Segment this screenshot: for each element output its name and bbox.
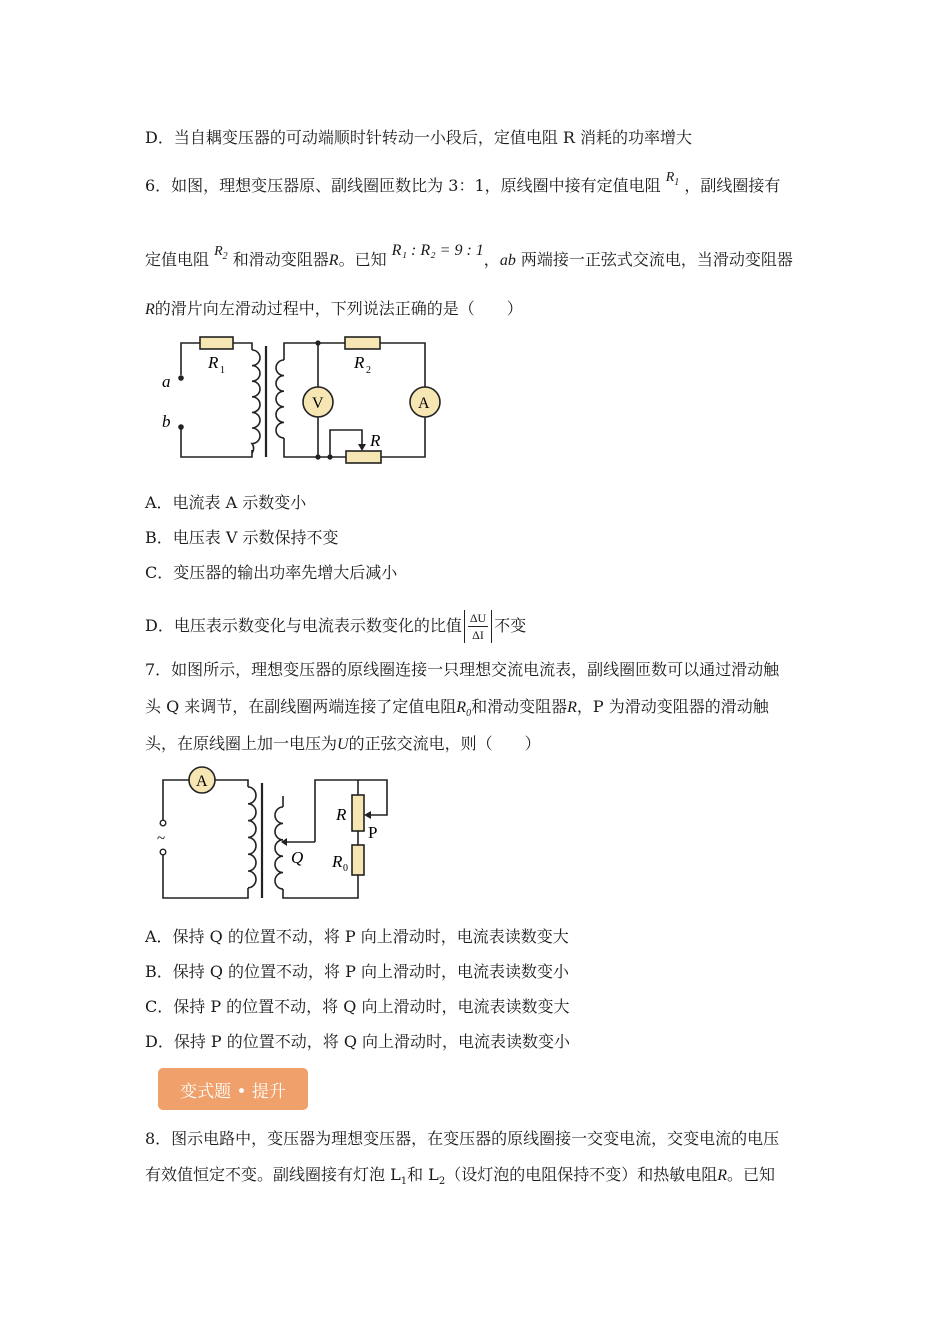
section-badge: 变式题 • 提升 — [158, 1068, 308, 1110]
fig-label-r2-sub: 2 — [366, 365, 371, 376]
q7-stem-line2: 头 Q 来调节，在副线圈两端连接了定值电阻$R_0$和滑动变阻器R，P 为滑动变阻器的滑动触 — [145, 697, 769, 719]
q6-stem-line2: 定值电阻 $R_2$ 和滑动变阻器R。已知 R₁ : R₂ = 9 : 1，ab 两端接一正弦式交流电，当滑动变阻器 — [145, 242, 793, 269]
q7-stem-line1: 7．如图所示，理想变压器的原线圈连接一只理想交流电流表，副线圈匝数可以通过滑动触 — [145, 660, 780, 679]
voltmeter-label: V — [312, 395, 324, 412]
q8-stem-line1: 8．图示电路中，变压器为理想变压器，在变压器的原线圈接一交变电流，交变电流的电压 — [145, 1129, 780, 1148]
q7-option-c: C．保持 P 的位置不动，将 Q 向上滑动时，电流表读数变大 — [145, 997, 570, 1016]
q6-option-b: B．电压表 V 示数保持不变 — [145, 528, 339, 547]
fig-label-b: b — [162, 412, 171, 431]
q6-option-a: A．电流表 A 示数变小 — [145, 493, 307, 512]
q7-option-a: A．保持 Q 的位置不动，将 P 向上滑动时，电流表读数变大 — [145, 927, 569, 946]
q6-resistance-ratio: R₁ : R₂ = 9 : 1 — [391, 242, 484, 259]
q6-option-c: C．变压器的输出功率先增大后减小 — [145, 563, 398, 582]
ammeter-label: A — [196, 773, 208, 790]
delta-ratio-fraction: $\frac{\Delta U}{\Delta I}$ — [464, 610, 492, 643]
fig-label-a: a — [162, 372, 171, 391]
q8-stem-line2: 有效值恒定不变。副线圈接有灯泡 $L_1$和 $L_2$（设灯泡的电阻保持不变）和热敏电阻R。已知 — [145, 1165, 775, 1187]
q7-stem-line3: 头，在原线圈上加一电压为U的正弦交流电，则（ ） — [145, 734, 541, 753]
fig-label-r1: R — [208, 353, 219, 372]
q6-stem-line3: R的滑片向左滑动过程中，下列说法正确的是（ ） — [145, 299, 523, 318]
ac-source-symbol: ~ — [157, 831, 166, 847]
q6-stem-line1: 6．如图，理想变压器原、副线圈匝数比为 3：1，原线圈中接有定值电阻 $R_1$ ，副线圈接有 — [145, 170, 781, 195]
fig-label-r2: R — [354, 353, 365, 372]
fig-label-r: R — [336, 805, 347, 824]
fig-label-r: R — [370, 431, 381, 450]
q5-option-d: D．当自耦变压器的可动端顺时针转动一小段后，定值电阻 R 消耗的功率增大 — [145, 128, 693, 147]
q7-option-d: D．保持 P 的位置不动，将 Q 向上滑动时，电流表读数变小 — [145, 1032, 571, 1051]
q7-circuit-diagram — [155, 765, 395, 905]
q6-option-d: D．电压表示数变化与电流表示数变化的比值 $\frac{\Delta U}{\Delta I}$ 不变 — [145, 611, 527, 642]
q6-circuit-diagram — [150, 330, 450, 470]
fig-label-r0-sub: 0 — [343, 863, 348, 874]
ammeter-label: A — [418, 395, 430, 412]
fig-label-q: Q — [291, 848, 304, 867]
q7-option-b: B．保持 Q 的位置不动，将 P 向上滑动时，电流表读数变小 — [145, 962, 569, 981]
fig-label-r0: R — [332, 852, 343, 871]
fig-label-p: P — [368, 823, 378, 842]
fig-label-r1-sub: 1 — [220, 365, 225, 376]
